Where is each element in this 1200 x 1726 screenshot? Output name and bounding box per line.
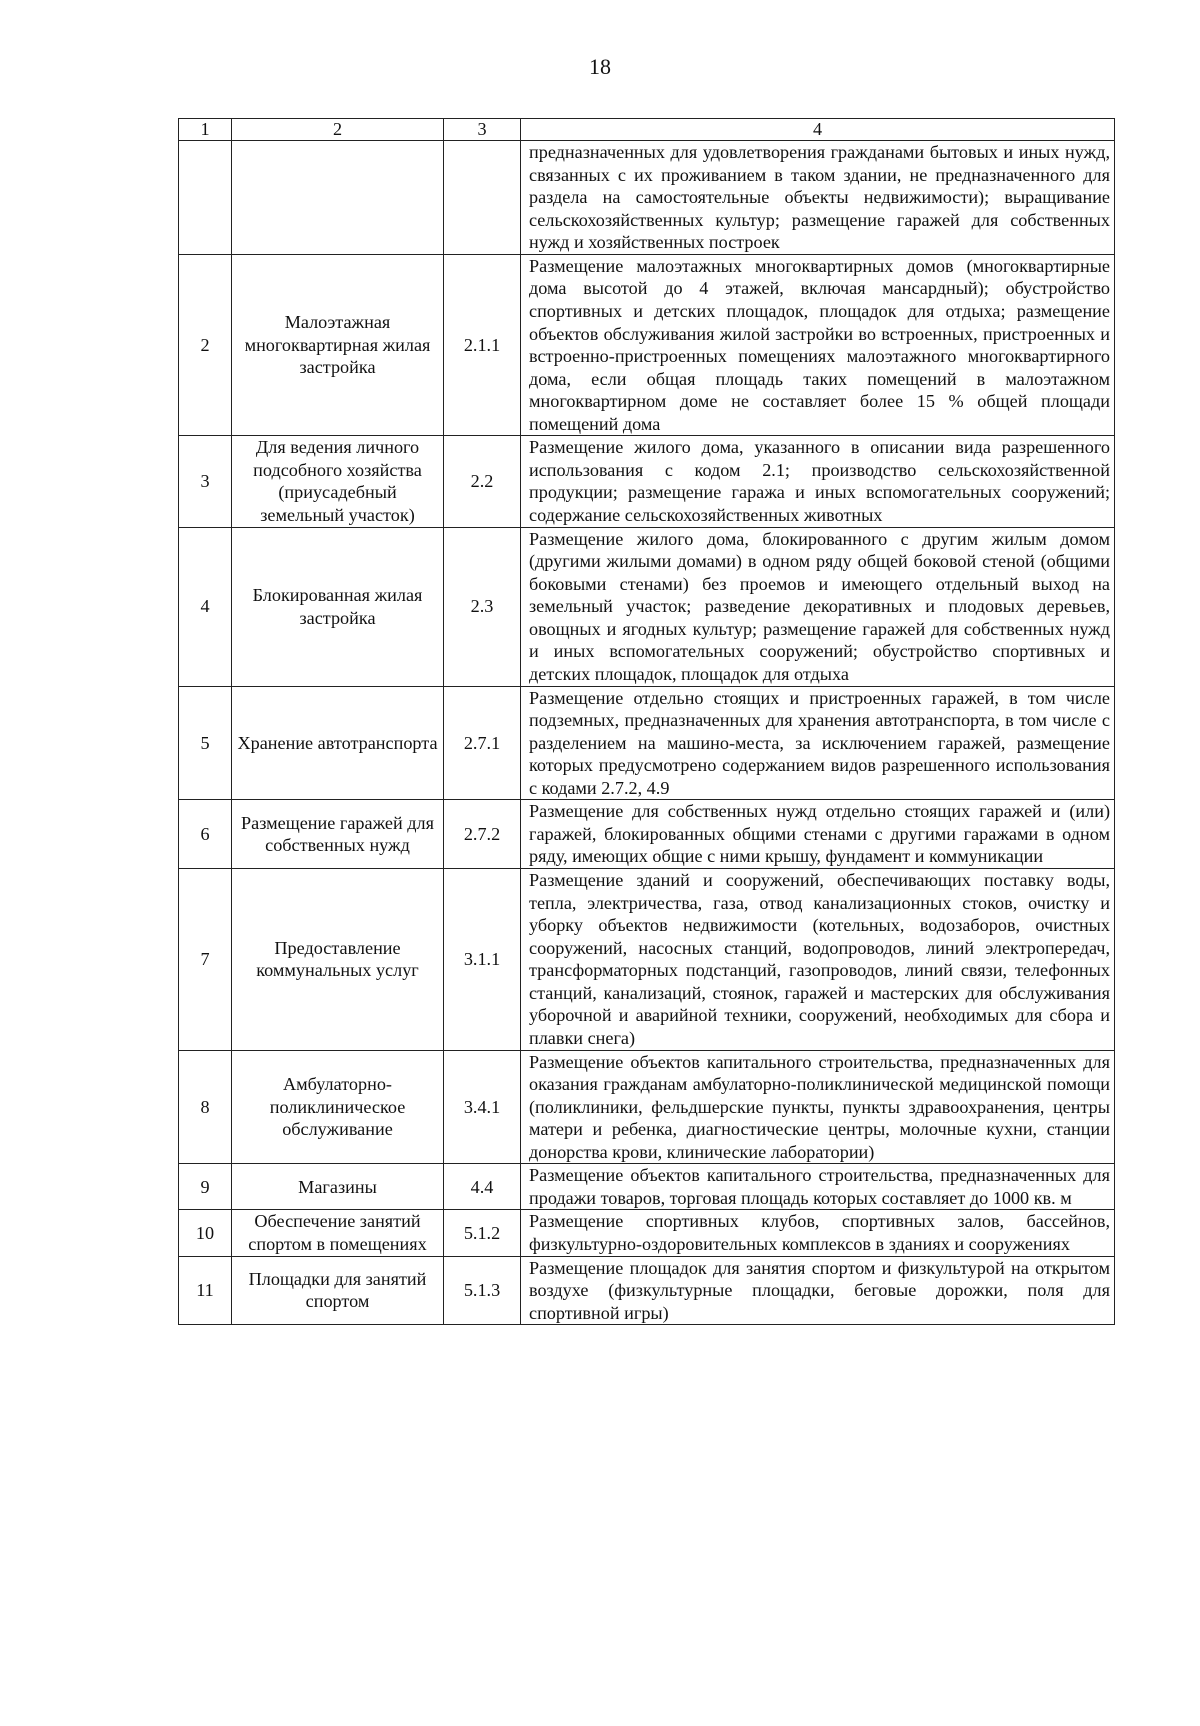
table-row [179, 686, 1115, 800]
use-code-cell: 2.2 [444, 436, 521, 527]
table-row [179, 869, 1115, 1051]
use-code-cell: 5.1.2 [444, 1210, 521, 1256]
use-code-cell: 2.1.1 [444, 254, 521, 436]
use-description-cell: Размещение жилого дома, блокированного с другим жилым домом (другими жилыми домами) в одном ряду общей боковой стеной (общими боковыми стенами) без проемов и имеющего отдельный выход на земельный участок; разведение декоративных и плодовых деревьев, овощных и ягодных культур; размещение гаражей для собственных нужд и иных вспомогательных сооружений; обустройство спортивных и детских площадок, площадок для отдыха [521, 527, 1115, 686]
use-description-cell: Размещение спортивных клубов, спортивных залов, бассейнов, физкультурно-оздоровительных комплексов в зданиях и сооружениях [521, 1210, 1115, 1256]
use-name-cell [232, 141, 444, 255]
use-description-cell: Размещение объектов капитального строительства, предназначенных для оказания гражданам амбулаторно-поликлинической медицинской помощи (поликлиники, фельдшерские пункты, пункты здравоохранения, центры матери и ребенка, диагностические центры, молочные кухни, станции донорства крови, клинические лаборатории) [521, 1050, 1115, 1164]
use-description-cell: Размещение зданий и сооружений, обеспечивающих поставку воды, тепла, электричества, газа, отвод канализационных стоков, очистку и уборку объектов недвижимости (котельных, водозаборов, очистных сооружений, насосных станций, водопроводов, линий электропередач, трансформаторных подстанций, газопроводов, линий связи, телефонных станций, канализаций, стоянок, гаражей и мастерских для обслуживания уборочной и аварийной техники, сооружений, необходимых для сбора и плавки снега) [521, 869, 1115, 1051]
use-code-cell: 2.3 [444, 527, 521, 686]
table-row [179, 1210, 1115, 1256]
use-code-cell: 5.1.3 [444, 1256, 521, 1325]
header-col-1: 1 [179, 119, 232, 141]
header-col-3: 3 [444, 119, 521, 141]
land-use-table [178, 118, 1115, 1325]
row-number-cell: 11 [179, 1256, 232, 1325]
row-number-cell: 6 [179, 800, 232, 869]
use-description-cell: Размещение площадок для занятия спортом и физкультурой на открытом воздухе (физкультурные площадки, беговые дорожки, поля для спортивной игры) [521, 1256, 1115, 1325]
use-description-cell: Размещение для собственных нужд отдельно стоящих гаражей и (или) гаражей, блокированных общими стенами с другими гаражами в одном ряду, имеющих общие с ними крышу, фундамент и коммуникации [521, 800, 1115, 869]
use-name-cell: Для ведения личного подсобного хозяйства (приусадебный земельный участок) [232, 436, 444, 527]
page-number: 18 [589, 54, 611, 79]
use-code-cell: 2.7.2 [444, 800, 521, 869]
table-row [179, 800, 1115, 869]
table-row [179, 436, 1115, 527]
table-row [179, 1256, 1115, 1325]
row-number-cell: 5 [179, 686, 232, 800]
row-number-cell: 7 [179, 869, 232, 1051]
use-description-cell: предназначенных для удовлетворения гражданами бытовых и иных нужд, связанных с их проживанием в таком здании, не предназначенного для раздела на самостоятельные объекты недвижимости); выращивание сельскохозяйственных культур; размещение гаражей для собственных нужд и хозяйственных построек [521, 141, 1115, 255]
use-name-cell: Амбулаторно-поликлиническое обслуживание [232, 1050, 444, 1164]
use-code-cell: 2.7.1 [444, 686, 521, 800]
header-col-2: 2 [232, 119, 444, 141]
row-number-cell: 9 [179, 1164, 232, 1210]
row-number-cell [179, 141, 232, 255]
table-row [179, 254, 1115, 436]
use-name-cell: Блокированная жилая застройка [232, 527, 444, 686]
use-description-cell: Размещение объектов капитального строительства, предназначенных для продажи товаров, торговая площадь которых составляет до 1000 кв. м [521, 1164, 1115, 1210]
table-row [179, 1164, 1115, 1210]
table-row [179, 141, 1115, 255]
table-row [179, 1050, 1115, 1164]
use-name-cell: Обеспечение занятий спортом в помещениях [232, 1210, 444, 1256]
use-description-cell: Размещение жилого дома, указанного в описании вида разрешенного использования с кодом 2.1; производство сельскохозяйственной продукции; размещение гаража и иных вспомогательных сооружений; содержание сельскохозяйственных животных [521, 436, 1115, 527]
use-name-cell: Предоставление коммунальных услуг [232, 869, 444, 1051]
use-code-cell: 3.4.1 [444, 1050, 521, 1164]
row-number-cell: 3 [179, 436, 232, 527]
header-col-4: 4 [521, 119, 1115, 141]
header-row [179, 119, 1115, 141]
use-name-cell: Малоэтажная многоквартирная жилая застройка [232, 254, 444, 436]
use-description-cell: Размещение отдельно стоящих и пристроенных гаражей, в том числе подземных, предназначенных для хранения автотранспорта, в том числе с разделением на машино-места, за исключением гаражей, размещение которых предусмотрено содержанием видов разрешенного использования с кодами 2.7.2, 4.9 [521, 686, 1115, 800]
row-number-cell: 2 [179, 254, 232, 436]
table-row [179, 527, 1115, 686]
row-number-cell: 10 [179, 1210, 232, 1256]
use-name-cell: Магазины [232, 1164, 444, 1210]
use-code-cell [444, 141, 521, 255]
use-description-cell: Размещение малоэтажных многоквартирных домов (многоквартирные дома высотой до 4 этажей, включая мансардный); обустройство спортивных и детских площадок, площадок для отдыха; размещение объектов обслуживания жилой застройки во встроенных, пристроенных и встроенно-пристроенных помещениях малоэтажного многоквартирного дома, если общая площадь таких помещений в малоэтажном многоквартирном доме не составляет более 15 % общей площади помещений дома [521, 254, 1115, 436]
use-name-cell: Площадки для занятий спортом [232, 1256, 444, 1325]
use-name-cell: Хранение автотранспорта [232, 686, 444, 800]
use-code-cell: 4.4 [444, 1164, 521, 1210]
row-number-cell: 8 [179, 1050, 232, 1164]
use-name-cell: Размещение гаражей для собственных нужд [232, 800, 444, 869]
row-number-cell: 4 [179, 527, 232, 686]
use-code-cell: 3.1.1 [444, 869, 521, 1051]
